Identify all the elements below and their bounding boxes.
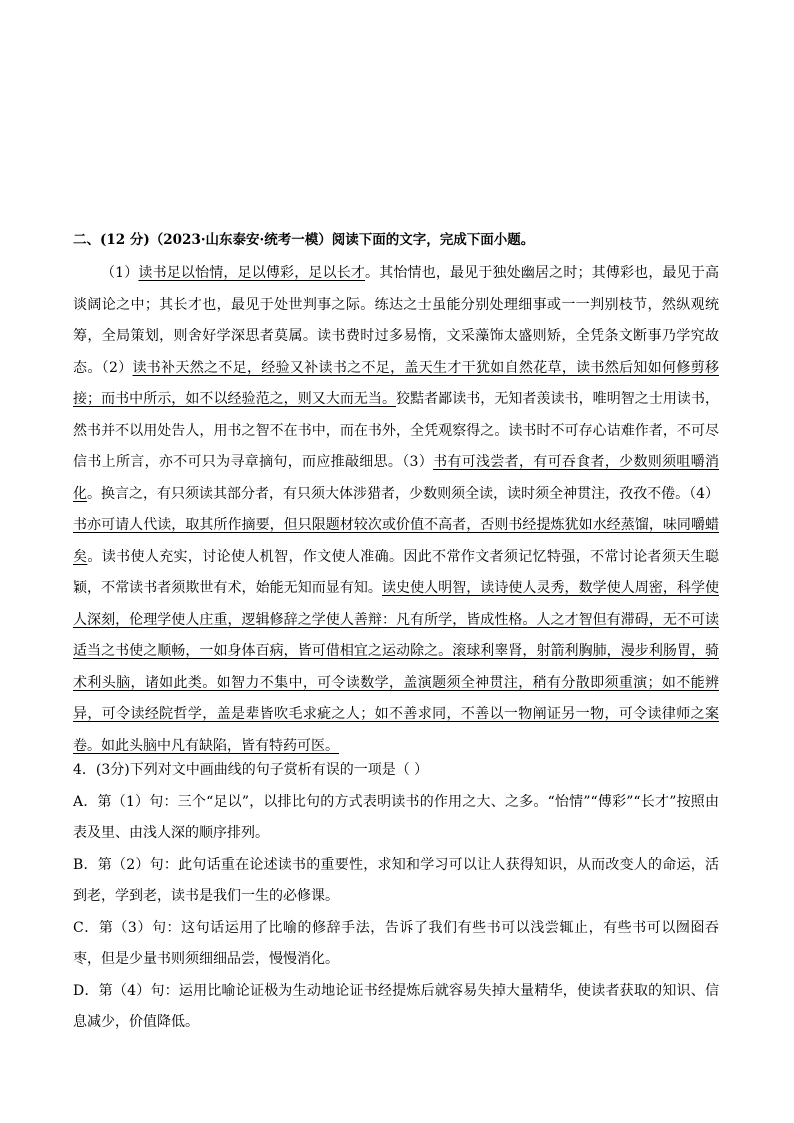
option-b[interactable] [73,850,719,913]
option-text: 第（3）句：这句话运用了比喻的修辞手法，告诉了我们有些书可以浅尝辄止，有些书可以囫囵吞枣，但是少量书则须细细品尝，慢慢消化。 [73,919,719,967]
passage-segment: 。其怡情也，最见于独处幽居之时；其傅彩也，最见于高谈阔论之中；其长才也，最见于处世判事之际。练达之士虽能分别处理细事或一一判别枝节，然纵观统筹，全局策划，则舍好学深思者莫属。读书费时过多易惰，文采藻饰太盛则矫，全凭条文断事乃学究故态。（2） [73,265,719,376]
underlined-sentence-3: 书有可浅尝者，有可吞食者，少数则须咀嚼消化 [73,454,720,502]
option-label: C． [73,919,99,936]
option-text: 第（4）句：运用比喻论证极为生动地论证书经提炼后就容易失掉大量精华，使读者获取的知识、信息减少，价值降低。 [73,982,719,1030]
option-c[interactable] [73,913,719,976]
question-stem: 4．(3分)下列对文中画曲线的句子赏析有误的一项是（ ） [73,762,429,778]
underlined-sentence-1: 读书足以怡情，足以傅彩，足以长才 [138,265,366,281]
passage-segment: 。换言之，有只须读其部分者，有只须大体涉猎者，少数则须全读，读时须全神贯注，孜孜不倦。（4） [87,485,720,502]
option-d[interactable] [73,976,719,1039]
option-text: 第（1）句：三个“足以”，以排比句的方式表明读书的作用之大、之多。“怡情”“傅彩”“长才”按照由表及里、由浅人深的顺序排列。 [73,793,719,841]
option-label: D． [73,982,99,999]
option-text: 第（2）句：此句话重在论述读书的重要性，求知和学习可以让人获得知识，从而改变人的命运，活到老，学到老，读书是我们一生的必修课。 [73,856,720,904]
underlined-passage-ending: 读史使人明智，读诗使人灵秀，数学使人周密，科学使人深刻，伦理学使人庄重，逻辑修辞之学使人善辩：凡有所学，皆成性格。人之才智但有滞碍，无不可读适当之书使之顺畅，一如身体百病，皆可借相宜之运动除之。滚球利睾肾，射箭利胸肺，漫步利肠胃，骑术利头脑，诸如此类。如智力不集中，可令读数学，盖演题须全神贯注，稍有分散即须重演；如不能辨异，可令读经院哲学，盖是辈皆吹毛求疵之人；如不善求同，不善以一物阐证另一物，可令读律师之案卷。如此头脑中凡有缺陷，皆有特药可医。 [73,580,720,754]
question-4 [73,755,719,1039]
reading-passage [73,258,719,762]
passage-segment: （1） [101,265,139,281]
option-label: B． [73,856,98,873]
underlined-sentence-2: 读书补天然之不足，经验又补读书之不足，盖天生才干犹如自然花草，读书然后知如何修剪移接；而书中所示，如不以经验范之，则又大而无当。 [73,359,719,407]
section-heading: 二、(12 分)（2023·山东泰安·统考一模）阅读下面的文字，完成下面小题。 [73,232,535,248]
passage-segment: 。读书使人充实，讨论使人机智，作文使人准确。因此不常作文者须记忆特强，不常讨论者须天生聪颖，不常读书者须欺世有术，始能无知而显有知。 [73,548,720,596]
option-a[interactable] [73,787,719,850]
underlined-sentence-4: 书亦可请人代读，取其所作摘要，但只限题材较次或价值不高者，否则书经提炼犹如水经蒸馏，味同嚼蜡矣 [73,517,719,565]
passage-segment: 狡黠者鄙读书，无知者羡读书，唯明智之士用读书，然书并不以用处告人，用书之智不在书中，而在书外，全凭观察得之。读书时不可存心诘难作者，不可尽信书上所言，亦不可只为寻章摘句，而应推敲细思。（3） [73,391,720,470]
option-label: A． [73,793,98,810]
